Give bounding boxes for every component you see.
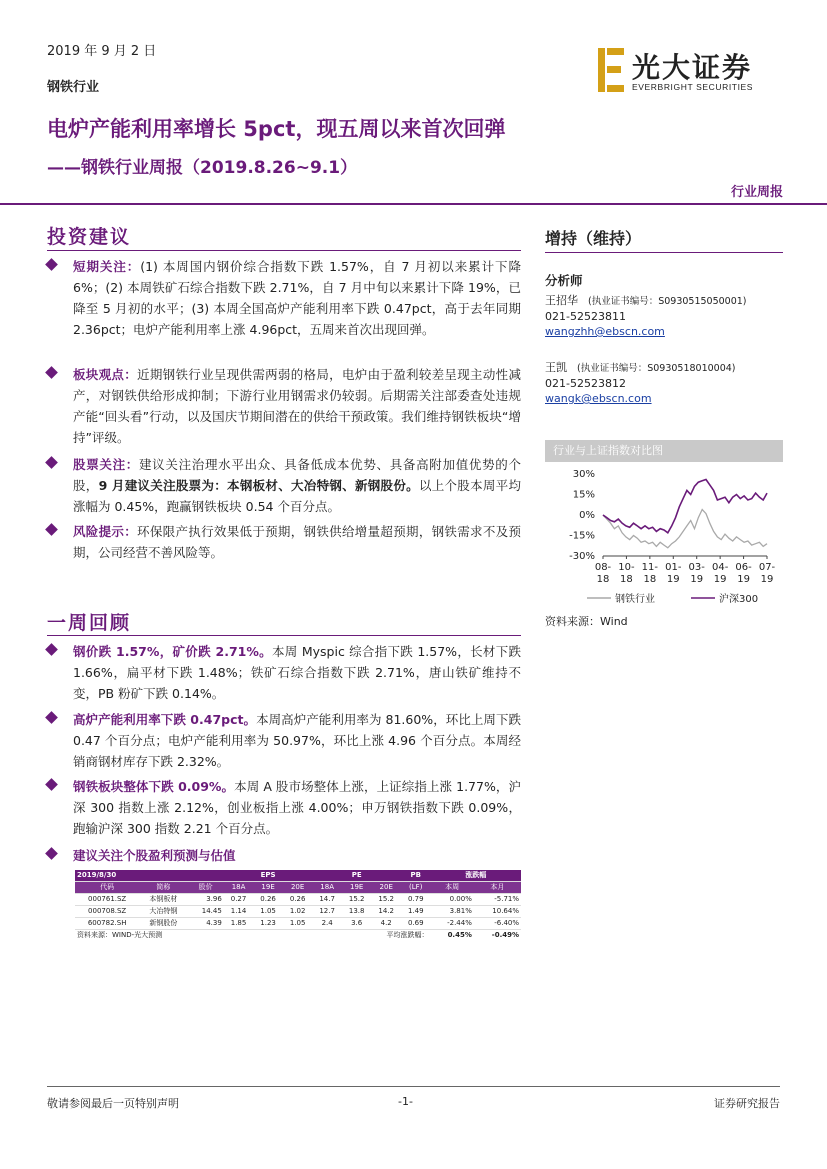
x-tick-label: 10- — [618, 562, 635, 573]
x-tick-label-year: 19 — [713, 574, 727, 585]
item-label: 钢价跌 1.57%，矿价跌 2.71%。 — [73, 644, 272, 659]
col-header: 18A — [224, 882, 254, 894]
cell: 15.2 — [371, 894, 401, 906]
item-label: 短期关注： — [73, 259, 141, 274]
table-avg-month: -0.49% — [491, 931, 519, 939]
x-tick-label-year: 19 — [666, 574, 680, 585]
cell: 1.85 — [224, 918, 254, 930]
x-tick-label-year: 18 — [643, 574, 657, 585]
legend-label: 沪深300 — [719, 594, 759, 605]
bullet-diamond-icon — [45, 456, 58, 469]
invest-item-stocks — [47, 454, 521, 517]
stock-forecast-table — [75, 870, 521, 941]
report-type: 行业周报 — [730, 185, 783, 200]
y-tick-label: -15% — [569, 530, 595, 542]
cell: -6.40% — [474, 918, 521, 930]
cell: 14.45 — [188, 906, 224, 918]
item-label: 风险提示： — [73, 524, 138, 539]
invest-heading: 投资建议 — [47, 226, 132, 248]
weekly-item-sector — [47, 776, 521, 839]
cell: 12.7 — [312, 906, 342, 918]
report-date: 2019 年 9 月 2 日 — [47, 44, 157, 59]
x-tick-label: 07- — [758, 562, 776, 573]
series-line — [603, 480, 767, 533]
col-header: 本月 — [474, 882, 521, 894]
cell: 0.26 — [253, 894, 283, 906]
cell: 0.79 — [401, 894, 431, 906]
x-tick-label-year: 19 — [690, 574, 704, 585]
y-tick-label: 15% — [572, 489, 595, 501]
col-header: 代码 — [75, 882, 139, 894]
analyst-license: (执业证书编号：S0930515050001) — [588, 296, 747, 307]
cell: 1.14 — [224, 906, 254, 918]
item-label: 股票关注： — [73, 457, 139, 472]
weekly-item-table-title — [47, 845, 521, 866]
analyst-license: (执业证书编号：S0930518010004) — [577, 363, 736, 374]
analyst-phone: 021-52523811 — [545, 310, 626, 323]
cell: 4.39 — [188, 918, 224, 930]
cell: 14.7 — [312, 894, 342, 906]
col-header: 本周 — [431, 882, 474, 894]
industry-label: 钢铁行业 — [47, 80, 100, 95]
bullet-diamond-icon — [45, 643, 58, 656]
header-rule — [0, 203, 827, 205]
x-tick-label: 06- — [735, 562, 752, 573]
item-text: 环保限产执行效果低于预期，钢铁供给增量超预期，钢铁需求不及预期，公司经营不善风险等。 — [73, 524, 521, 560]
cell: 0.27 — [224, 894, 254, 906]
cell: 10.64% — [474, 906, 521, 918]
item-text: 本周 A 股市场整体上涨，上证综指上涨 1.77%，沪深 300 指数上涨 2.12%，创业板指上涨 4.00%；申万钢铁指数下跌 0.09%，跑输沪深 300 指数 2.21 个百分点。 — [73, 779, 521, 836]
cell: 13.8 — [342, 906, 372, 918]
invest-heading-rule — [47, 250, 521, 251]
invest-item-short-term — [47, 256, 521, 340]
cell: 本钢板材 — [139, 894, 187, 906]
group-header-change: 涨跌幅 — [431, 870, 522, 882]
logo-text-cn: 光大证券 — [632, 51, 753, 84]
cell: 1.23 — [253, 918, 283, 930]
table-row — [75, 918, 521, 930]
x-tick-label: 03- — [688, 562, 705, 573]
x-tick-label: 01- — [665, 562, 682, 573]
x-tick-label: 08- — [594, 562, 612, 573]
x-tick-label: 11- — [641, 562, 659, 573]
item-text: (1) 本周国内钢价综合指数下跌 1.57%，自 7 月初以来累计下降 6%；(2) 本周铁矿石综合指数下跌 2.71%，自 7 月中旬以来累计下降 19%，已降至 5 月初的水平；(3) 本周全国高炉产能利用率下跌 0.47pct，高于去年同期 2.36pct；电炉产能利用率上涨 4.96pct，五周来首次出现回弹。 — [73, 259, 521, 337]
weekly-heading-rule — [47, 635, 521, 636]
y-tick-label: 30% — [572, 469, 595, 480]
y-tick-label: -30% — [569, 551, 595, 562]
rating: 增持（维持） — [545, 229, 642, 248]
cell: 新钢股份 — [139, 918, 187, 930]
cell: 0.26 — [283, 894, 313, 906]
col-header: 20E — [283, 882, 313, 894]
item-text-c: 以上个股本周平均涨幅为 0.45%，跑赢钢铁板块 0.54 个百分点。 — [73, 478, 521, 514]
col-header: 股价 — [188, 882, 224, 894]
bullet-diamond-icon — [45, 847, 58, 860]
weekly-item-capacity — [47, 709, 521, 772]
footer-rule — [47, 1086, 780, 1087]
cell: -5.71% — [474, 894, 521, 906]
x-tick-label-year: 19 — [760, 574, 774, 585]
cell: 1.05 — [283, 918, 313, 930]
group-header-pe: PE — [312, 870, 401, 882]
bullet-diamond-icon — [45, 711, 58, 724]
col-header: 20E — [371, 882, 401, 894]
chart-title: 行业与上证指数对比图 — [545, 440, 783, 462]
cell: 大冶特钢 — [139, 906, 187, 918]
analyst-heading: 分析师 — [545, 273, 583, 288]
analyst-1 — [545, 293, 747, 339]
cell: -2.44% — [431, 918, 474, 930]
item-label: 建议关注个股盈利预测与估值 — [73, 848, 236, 863]
cell: 4.2 — [371, 918, 401, 930]
cell: 1.05 — [253, 906, 283, 918]
table-avg-label: 平均涨跌幅： — [386, 931, 429, 939]
col-header: 18A — [312, 882, 342, 894]
series-line — [603, 510, 767, 548]
cell: 000708.SZ — [75, 906, 139, 918]
cell: 0.00% — [431, 894, 474, 906]
col-header: 19E — [253, 882, 283, 894]
analyst-email-link[interactable]: wangk@ebscn.com — [545, 392, 652, 405]
footer-disclaimer: 敬请参阅最后一页特别声明 — [47, 1097, 179, 1110]
item-label: 高炉产能利用率下跌 0.47pct。 — [73, 712, 257, 727]
item-label: 板块观点： — [73, 367, 138, 382]
group-header-eps: EPS — [224, 870, 313, 882]
analyst-name: 王凯 — [545, 361, 567, 374]
logo-text-en: EVERBRIGHT SECURITIES — [632, 82, 754, 92]
cell: 600782.SH — [75, 918, 139, 930]
legend-label: 钢铁行业 — [615, 594, 655, 605]
analyst-2 — [545, 360, 736, 406]
invest-item-sector-view — [47, 364, 521, 448]
rating-rule — [545, 252, 783, 253]
x-tick-label-year: 19 — [737, 574, 750, 585]
cell: 000761.SZ — [75, 894, 139, 906]
weekly-heading: 一周回顾 — [47, 612, 132, 634]
cell: 14.2 — [371, 906, 401, 918]
cell: 3.96 — [188, 894, 224, 906]
table-footer-row — [75, 930, 521, 942]
report-title: 电炉产能利用率增长 5pct，现五周以来首次回弹 — [47, 117, 506, 141]
item-text: 本周高炉产能利用率为 81.60%，环比上周下跌 0.47 个百分点；电炉产能利用率为 50.97%，环比上涨 4.96 个百分点。本周经销商钢材库存下跌 2.32%。 — [73, 712, 521, 769]
weekly-item-prices — [47, 641, 521, 704]
logo-mark-icon — [598, 48, 624, 92]
item-text: 本周 Myspic 综合指下跌 1.57%，长材下跌 1.66%，扁平材下跌 1.48%；铁矿石综合指数下跌 2.71%，唐山铁矿维持不变，PB 粉矿下跌 0.14%。 — [73, 644, 522, 701]
chart-source: 资料来源：Wind — [545, 615, 628, 628]
invest-item-risk — [47, 521, 521, 563]
table-group-header-row — [75, 870, 521, 882]
page-number: -1- — [398, 1095, 413, 1108]
x-tick-label-year: 18 — [596, 574, 610, 585]
cell: 3.81% — [431, 906, 474, 918]
report-subtitle: ——钢铁行业周报（2019.8.26~9.1） — [47, 158, 358, 178]
x-tick-label: 04- — [711, 562, 729, 573]
group-header-pb: PB — [401, 870, 431, 882]
footer-report-label: 证券研究报告 — [714, 1097, 780, 1110]
table-source: 资料来源：WIND-光大预测 — [77, 931, 163, 939]
everbright-logo — [598, 46, 788, 98]
bullet-diamond-icon — [45, 258, 58, 271]
cell: 2.4 — [312, 918, 342, 930]
item-text-a: 建议关注治理水平出众、具备低成本优势、具备高附加值优势的个股， — [73, 457, 521, 493]
table-avg-week: 0.45% — [447, 931, 472, 939]
x-tick-label-year: 18 — [620, 574, 633, 585]
table-row — [75, 894, 521, 906]
cell: 3.6 — [342, 918, 372, 930]
table-date: 2019/8/30 — [75, 870, 224, 882]
index-comparison-chart — [545, 464, 783, 612]
item-label: 钢铁板块整体下跌 0.09%。 — [73, 779, 235, 794]
table-header-row — [75, 882, 521, 894]
analyst-name: 王招华 — [545, 294, 578, 307]
item-text: 近期钢铁行业呈现供需两弱的格局，电炉由于盈利较差呈现主动性减产，对钢铁供给形成抑制；下游行业用钢需求仍较弱。后期需关注部委查处违规产能“回头看”行动，以及国庆节期间潜在的供给干预政策。我们维持钢铁板块“增持”评级。 — [73, 367, 521, 445]
col-header: (LF) — [401, 882, 431, 894]
cell: 1.49 — [401, 906, 431, 918]
cell: 0.69 — [401, 918, 431, 930]
cell: 1.02 — [283, 906, 313, 918]
col-header: 简称 — [139, 882, 187, 894]
bullet-diamond-icon — [45, 523, 58, 536]
analyst-phone: 021-52523812 — [545, 377, 626, 390]
col-header: 19E — [342, 882, 372, 894]
bullet-diamond-icon — [45, 366, 58, 379]
cell: 15.2 — [342, 894, 372, 906]
item-text-b: 9 月建议关注股票为：本钢板材、大冶特钢、新钢股份。 — [98, 478, 419, 493]
table-row — [75, 906, 521, 918]
bullet-diamond-icon — [45, 778, 58, 791]
analyst-email-link[interactable]: wangzhh@ebscn.com — [545, 325, 665, 338]
y-tick-label: 0% — [579, 510, 595, 521]
